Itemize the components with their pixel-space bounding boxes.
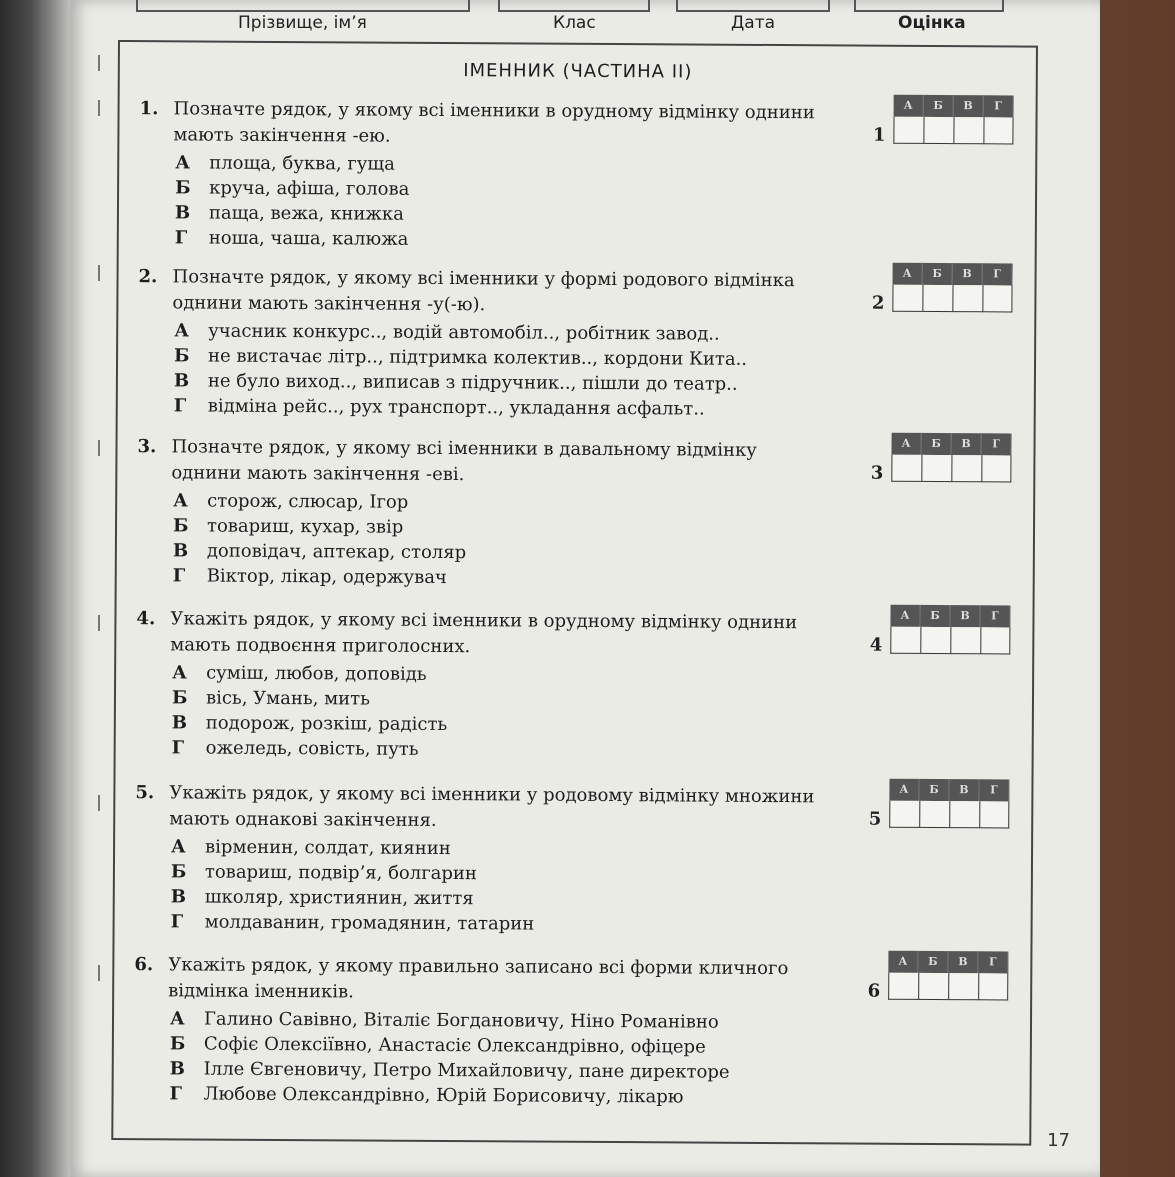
option-a[interactable]: А Галино Савівно, Віталіє Богдановичу, Ніно Романівно xyxy=(169,1008,719,1033)
answer-grid: 6 А Б В Г xyxy=(856,951,1006,1012)
option-b[interactable]: Б товариш, подвір’я, болгарин xyxy=(170,861,477,885)
page-title: ІМЕННИК (ЧАСТИНА ІІ) xyxy=(463,60,693,83)
option-c[interactable]: В доповідач, аптекар, столяр xyxy=(172,540,467,564)
option-c[interactable]: В школяр, християнин, життя xyxy=(170,886,474,910)
answer-cell[interactable] xyxy=(978,973,1008,1000)
option-a[interactable]: А площа, буква, гуща xyxy=(175,152,395,175)
task-question: Позначте рядок, у якому всі іменники у формі родового відмінка однини мають закінчення -у(-ю). xyxy=(172,266,795,316)
option-a[interactable]: А учасник конкурс.., водій автомобіл.., робітник завод.. xyxy=(174,320,720,345)
task-question: Укажіть рядок, у якому всі іменники у родовому відмінку множини мають однакові закінчення. xyxy=(169,782,815,831)
task-number: 1. xyxy=(139,98,159,120)
answer-cell[interactable] xyxy=(893,117,923,144)
date-box[interactable] xyxy=(676,0,830,12)
margin-mark xyxy=(98,100,100,116)
answer-cell[interactable] xyxy=(889,801,919,828)
name-box[interactable] xyxy=(136,0,470,12)
answer-cell[interactable] xyxy=(922,285,952,312)
margin-mark xyxy=(98,55,100,71)
option-b[interactable]: Б товариш, кухар, звір xyxy=(172,515,404,538)
answer-cell[interactable] xyxy=(983,117,1013,144)
margin-mark xyxy=(98,795,100,811)
grade-box[interactable] xyxy=(854,0,1004,12)
margin-mark xyxy=(98,615,100,631)
answer-cell[interactable] xyxy=(891,455,921,482)
task-number: 4. xyxy=(136,608,156,630)
option-b[interactable]: Б круча, афіша, голова xyxy=(175,177,410,200)
answer-cell[interactable] xyxy=(980,627,1010,654)
option-b[interactable]: Б Софіє Олексіївно, Анастасіє Олександрівно, офіцере xyxy=(169,1033,706,1058)
answer-grid: 2 А Б В Г xyxy=(860,263,1010,324)
margin-mark xyxy=(98,440,100,456)
name-label: Прізвище, ім’я xyxy=(238,13,367,33)
option-a[interactable]: А суміш, любов, доповідь xyxy=(172,662,427,685)
option-d[interactable]: Г Віктор, лікар, одержувач xyxy=(172,565,447,589)
task-number: 2. xyxy=(138,266,158,288)
option-d[interactable]: Г ноша, чаша, калюжа xyxy=(174,227,409,250)
answer-cell[interactable] xyxy=(890,627,920,654)
task-number: 3. xyxy=(137,436,157,458)
class-box[interactable] xyxy=(498,0,650,12)
task-number: 6. xyxy=(134,954,154,976)
answer-cell[interactable] xyxy=(892,285,922,312)
worksheet-page xyxy=(70,0,1100,1177)
task-number: 5. xyxy=(135,782,155,804)
task-question: Позначте рядок, у якому всі іменники в орудному відмінку однини мають закінчення -ею. xyxy=(173,98,815,147)
task-question: Укажіть рядок, у якому всі іменники в орудному відмінку однини мають подвоєння приголосних. xyxy=(170,608,798,658)
task-2 xyxy=(138,264,1019,423)
option-a[interactable]: А вірменин, солдат, киянин xyxy=(171,836,451,860)
page-number: 17 xyxy=(1047,1130,1070,1151)
task-6 xyxy=(133,952,1014,1111)
answer-cell[interactable] xyxy=(979,801,1009,828)
answer-cell[interactable] xyxy=(981,455,1011,482)
date-label: Дата xyxy=(731,13,776,33)
class-label: Клас xyxy=(553,13,596,33)
answer-cell[interactable] xyxy=(921,455,951,482)
answer-cell[interactable] xyxy=(918,973,948,1000)
option-c[interactable]: В паща, вежа, книжка xyxy=(174,202,404,225)
answer-cell[interactable] xyxy=(952,285,982,312)
task-5 xyxy=(135,780,1016,939)
answer-grid: 3 А Б В Г xyxy=(859,433,1009,494)
task-question: Позначте рядок, у якому всі іменники в давальному відмінку однини мають закінчення -еві. xyxy=(171,436,757,486)
answer-cell[interactable] xyxy=(919,801,949,828)
task-4 xyxy=(136,606,1017,765)
answer-cell[interactable] xyxy=(953,117,983,144)
answer-cell[interactable] xyxy=(888,973,918,1000)
option-a[interactable]: А сторож, слюсар, Ігор xyxy=(173,490,409,513)
option-d[interactable]: Г відміна рейс.., рух транспорт.., укладання асфальт.. xyxy=(173,395,705,420)
answer-grid: 4 А Б В Г xyxy=(858,605,1008,666)
answer-cell[interactable] xyxy=(949,801,979,828)
grade-label: Оцінка xyxy=(898,13,966,33)
answer-cell[interactable] xyxy=(923,117,953,144)
task-question: Укажіть рядок, у якому правильно записано всі форми кличного відмінка іменників. xyxy=(168,954,789,1003)
answer-grid: 1 А Б В Г xyxy=(861,95,1011,156)
book-binding xyxy=(0,0,75,1177)
task-1 xyxy=(139,96,1020,255)
answer-cell[interactable] xyxy=(982,285,1012,312)
answer-cell[interactable] xyxy=(948,973,978,1000)
margin-mark xyxy=(98,265,100,281)
option-c[interactable]: В Ілле Євгеновичу, Петро Михайловичу, пане директоре xyxy=(169,1058,730,1083)
margin-mark xyxy=(98,965,100,981)
answer-cell[interactable] xyxy=(950,627,980,654)
option-b[interactable]: Б не вистачає літр.., підтримка колектив.., кордони Кита.. xyxy=(174,345,748,370)
option-c[interactable]: В подорож, розкіш, радість xyxy=(171,712,448,736)
answer-cell[interactable] xyxy=(951,455,981,482)
answer-grid: 5 А Б В Г xyxy=(857,779,1007,840)
task-3 xyxy=(137,434,1018,593)
option-c[interactable]: В не було виход.., виписав з підручник.., пішли до театр.. xyxy=(173,370,738,395)
task-frame xyxy=(111,40,1038,1146)
option-d[interactable]: Г ожеледь, совість, путь xyxy=(171,737,419,760)
answer-cell[interactable] xyxy=(920,627,950,654)
option-d[interactable]: Г молдаванин, громадянин, татарин xyxy=(170,911,535,935)
option-d[interactable]: Г Любове Олександрівно, Юрій Борисовичу, лікарю xyxy=(169,1083,684,1108)
option-b[interactable]: Б вісь, Умань, мить xyxy=(171,687,370,710)
